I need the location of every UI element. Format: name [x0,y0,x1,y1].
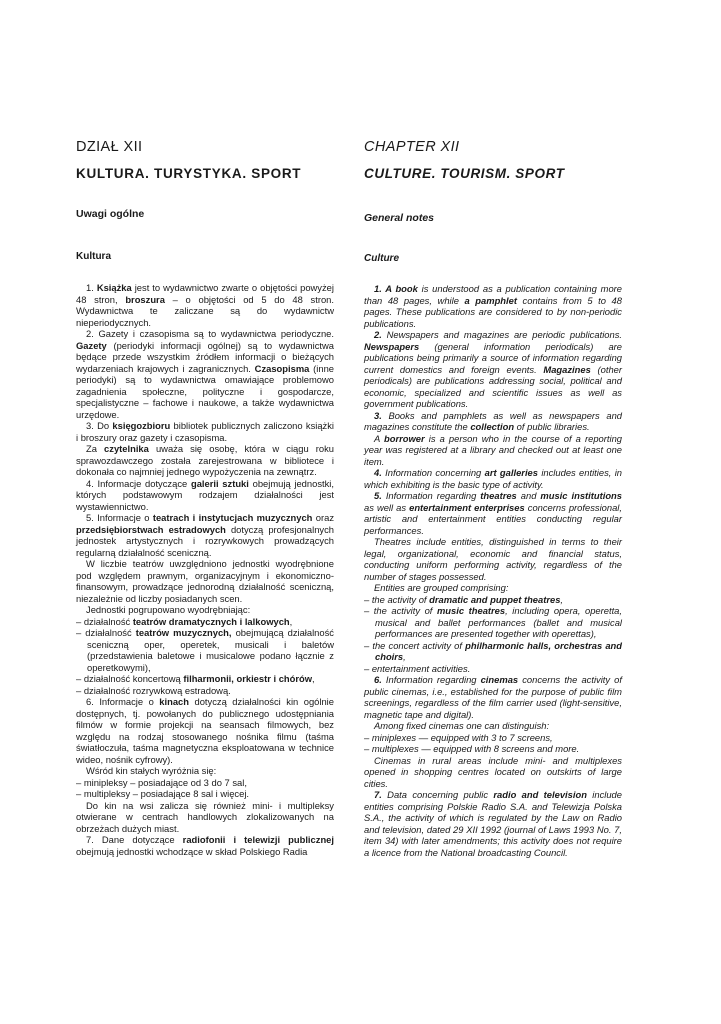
text-segment: – the activity of [364,593,430,605]
paragraph [76,834,334,857]
general-notes-heading: Uwagi ogólne [76,208,145,220]
paragraph [76,478,334,513]
text-segment: – the activity of [364,605,437,616]
bold-term: 6. [374,674,382,685]
english-body [364,283,622,858]
text-segment: dotyczą działalności kin ogólnie dostępnych, tj. powołanych do publicznego udostępniania filmów w formie projekcji na seansach filmowych, bez względu na rodzaj stosowanego nośnika filmu (taśma światłoczuła, taśma magnetyczna eksploatowana w technice wideo, nośnik cyfrowy). [76,696,334,765]
bold-term: dramatic and puppet theatres [429,593,561,605]
text-segment: Information regarding [381,490,481,501]
bold-term: radio and television [493,789,587,800]
text-segment: – działalność koncertową [76,673,184,684]
paragraph [364,433,622,468]
paragraph [364,490,622,536]
bold-term: filharmonii, orkiestr i chórów [183,673,313,684]
text-segment: dotyczą profesjonalnych jednostek artystycznych i rozrywkowych prowadzących regularną działalność sceniczną. [76,523,334,558]
text-segment: Jednostki pogrupowano wyodrębniając: [86,604,251,615]
bold-term: a pamphlet [464,294,517,306]
paragraph [364,536,622,582]
text-segment: W liczbie teatrów uwzględniono jednostki wyodrębnione pod względem prawnym, organizacyjnym i ekonomiczno-finansowym, prowadzące jednorodną działalność sceniczną, niezależnie od liczby posiadanych scen. [76,558,334,604]
list-item [76,788,334,800]
bold-term: art galleries [484,467,538,478]
text-segment: Books and pamphlets as well as newspapers and magazines constitute the [364,409,622,432]
chapter-label: DZIAŁ XII [76,139,143,155]
text-segment: oraz [312,512,335,523]
bold-term: broszura [125,293,165,305]
text-segment: Information concerning [381,467,485,478]
list-item [364,605,622,640]
text-segment: (general information periodicals) are publications being primarily a source of information regarding current domestics and foreign events. [364,340,622,375]
text-segment: Newspapers and magazines are periodic publications. [381,329,622,340]
bold-term: galerii sztuki [190,477,249,489]
bold-term: entertainment enterprises [409,501,525,513]
text-segment: , [312,673,315,684]
bold-term: przedsiębiorstwach estradowych [76,523,226,535]
bold-term: music theatres [436,605,506,616]
section-heading: Kultura [76,251,111,262]
chapter-label: CHAPTER XII [364,139,460,155]
bold-term: teatrów dramatycznych i lalkowych [132,615,290,627]
text-segment: (other periodicals) are publications addressing social, political and economic, specialized and scientific issues as well as government publications. [364,363,622,409]
text-segment: – the concert activity of [364,639,466,651]
text-segment: is a person who in the course of a reporting year was registered at a library and checked out at least one item. [364,432,622,467]
text-segment: Cinemas in rural areas include mini- and multiplexes opened in shopping centres located on outskirts of large cities. [364,754,622,789]
text-segment: 7. Dane dotyczące [86,834,183,845]
bold-term: księgozbioru [112,420,171,431]
bold-term: Gazety [76,339,107,351]
list-item [364,663,622,675]
paragraph [76,765,334,777]
bold-term: Magazines [543,363,591,375]
paragraph [76,282,334,328]
paragraph [364,755,622,790]
list-item [76,627,334,673]
bold-term: philharmonic halls, orchestras and choirs [375,639,622,662]
text-segment: – miniplexes — equipped with 3 to 7 screens, [364,731,553,743]
text-segment: Theatres include entities, distinguished in terms to their legal, organizational, economic and financial status, conducting uniform performing activity, regardless of the number of stages possessed. [364,536,622,582]
text-segment: , including opera, operetta, musical and ballet performances (ballet and musical performances are presented together with operettas), [375,605,622,639]
text-segment: Entities are grouped comprising: [374,582,509,593]
paragraph [76,512,334,558]
chapter-title: KULTURA. TURYSTYKA. SPORT [76,166,302,181]
text-segment: – działalność rozrywkową estradową. [76,684,231,696]
paragraph [76,558,334,604]
text-segment: as well as [364,501,410,513]
text-segment: (periodyki informacji ogólnej) są to wydawnictwa będące przede wszystkim źródłem informacji o bieżących wydarzeniach krajowych i zagranicznych. [76,339,334,374]
chapter-title: CULTURE. TOURISM. SPORT [364,166,565,181]
paragraph [364,467,622,490]
paragraph [364,674,622,720]
text-segment: 2. Gazety i czasopisma są to wydawnictwa periodyczne. [86,328,334,339]
text-segment: – entertainment activities. [364,662,471,674]
text-segment: and [516,490,541,501]
text-segment: concerns professional, artistic and entertainment entities conducting regular performances. [364,501,622,536]
text-segment: bibliotek publicznych zaliczono książki i broszury oraz gazety i czasopisma. [76,420,335,443]
text-segment: is understood as a publication containing more than 48 pages, while [364,283,622,306]
bold-term: Newspapers [364,340,420,352]
paragraph [76,328,334,420]
paragraph [364,582,622,594]
list-item [76,616,334,628]
paragraph [76,604,334,616]
text-segment: , [560,593,564,605]
bold-term: kinach [159,696,189,707]
bold-term: 3. [374,409,382,421]
list-item [364,732,622,744]
paragraph [364,789,622,858]
bold-term: radiofonii i telewizji publicznej [182,834,334,845]
text-segment: obejmują jednostki wchodzące w skład Polskiego Radia [76,845,308,857]
paragraph [364,283,622,329]
bold-term: teatrów muzycznych, [135,627,232,638]
text-segment: – multiplexes — equipped with 8 screens and more. [364,743,580,754]
list-item [76,777,334,789]
list-item [76,685,334,697]
bold-term: 2. [374,329,382,340]
list-item [364,743,622,755]
text-segment: Do kin na wsi zalicza się również mini- i multipleksy otwierane w centrach handlowych zlokalizowanych na obrzeżach dużych miast. [76,799,334,834]
bold-term: 1. A book [374,283,418,294]
text-segment: 5. Informacje o [86,512,153,523]
text-segment: 1. [86,282,97,293]
text-segment: – działalność [76,615,133,627]
paragraph [76,443,334,478]
general-notes-heading: General notes [364,212,435,224]
text-segment: Information regarding [381,674,481,685]
text-segment: (inne periodyki) są to wydawnictwa omawiające problemowo zagadnienia społeczne, polityczne i gospodarcze, specjalistyczne – fachowe i naukowe, a także wydawnictwa urzędowe. [76,362,334,420]
paragraph [76,420,334,443]
bold-term: czytelnika [104,443,149,454]
text-segment: Wśród kin stałych wyróżnia się: [86,765,217,776]
bold-term: collection [470,421,515,432]
bold-term: 5. [374,490,382,501]
text-segment: of public libraries. [514,421,590,432]
text-segment: 3. Do [86,420,113,431]
text-segment: Za [86,443,105,454]
paragraph [364,720,622,732]
bold-term: borrower [384,432,425,444]
bold-term: music institutions [540,490,623,501]
text-segment: obejmują jednostki, których podstawowym rodzajem działalności jest wystawiennictwo. [76,477,334,512]
section-heading: Culture [364,253,399,264]
text-segment: jest to wydawnictwo zwarte o objętości powyżej 48 stron, [76,282,334,305]
text-segment: obejmującą działalność sceniczną oper, operetek, musicali i baletów (przedstawienia baletowe i musicalowe podano łącznie z operetkowymi), [87,627,334,673]
bold-term: theatres [480,490,517,501]
bold-term: Książka [96,282,132,293]
text-segment: – działalność [76,627,136,638]
text-segment: Among fixed cinemas one can distinguish: [374,720,550,731]
list-item [76,673,334,685]
paragraph [76,800,334,835]
bold-term: teatrach i instytucjach muzycznych [152,512,313,523]
bold-term: Czasopisma [254,362,310,374]
text-segment: 6. Informacje o [86,696,160,707]
text-segment: include entities comprising Polskie Radio S.A. and Telewizja Polska S.A., the activity of which is regulated by the Law on Radio and television, dated 29 XII 1992 (journal of Laws 1993 No. 7, item 34) with later amendments; this activity does not require a licence from the National broadcasting Council. [364,789,622,858]
list-item [364,594,622,606]
bold-term: 4. [374,467,382,478]
text-segment: A [374,432,385,444]
list-item [364,640,622,663]
bold-term: cinemas [480,674,519,685]
text-segment: 4. Informacje dotyczące [86,477,191,489]
text-segment: , [289,615,293,627]
bold-term: 7. [374,789,382,800]
paragraph [76,696,334,765]
text-segment: – multipleksy – posiadające 8 sal i więcej. [76,788,250,799]
text-segment: contains from 5 to 48 pages. These publications are considered to by non-periodic publications. [364,294,622,329]
text-segment: Data concerning public [381,789,494,800]
text-segment: – o objętości od 5 do 48 stron. Wydawnictwa te zaliczane są do wydawnictw nieperiodycznych. [76,293,334,328]
text-segment: , [403,651,406,662]
paragraph [364,329,622,410]
paragraph [364,410,622,433]
text-segment: concerns the activity of public cinemas, i.e., established for the purpose of public film screenings, regardless of the film carrier used (light-sensitive, magnetic tape and digital). [364,674,622,720]
text-segment: includes entities, in which exhibiting is the basic type of activity. [364,467,622,490]
text-segment: – minipleksy – posiadające od 3 do 7 sal, [76,776,247,788]
text-segment: uważa się osobę, która w ciągu roku sprawozdawczego została zarejestrowana w bibliotece i dokonała co najmniej jednego wypożyczenia na zewnątrz. [76,443,335,477]
polish-body [76,282,334,857]
